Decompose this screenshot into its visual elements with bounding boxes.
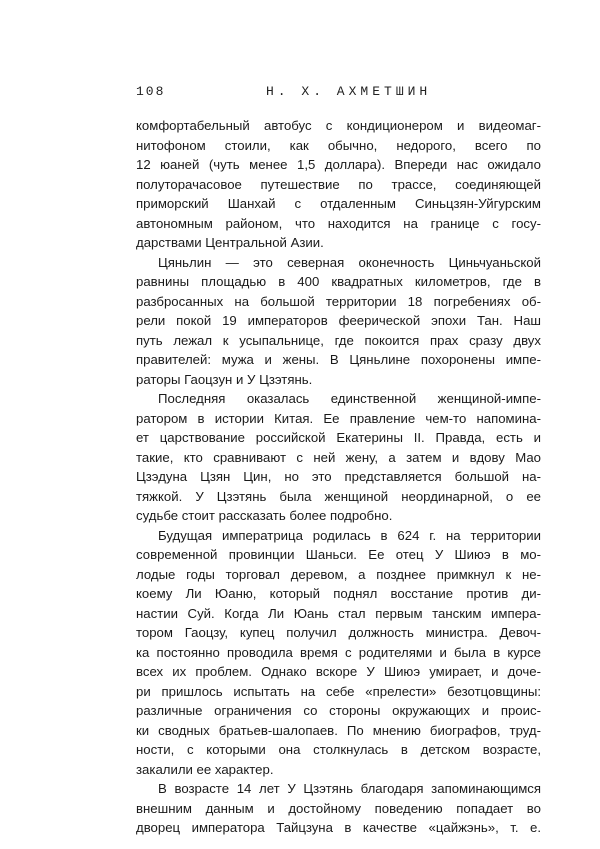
text-line: разбросанных на большой территории 18 погребениях об-: [136, 293, 541, 309]
text-line: ка постоянно проводила время с родителями и была в курсе: [136, 644, 541, 660]
text-line: тяжкой. У Цзэтянь была женщиной неординарной, о ее: [136, 488, 541, 504]
text-line: приморский Шанхай с отдаленным Синьцзян-Уйгурским: [136, 196, 541, 211]
text-line: дворец императора Тайцзуна в качестве «цайжэнь», т. е.: [136, 820, 541, 835]
text-line: коему Ли Юаню, который поднял восстание против ди-: [136, 586, 541, 601]
text-line: путь лежал к усыпальнице, где покоится прах сразу двух: [136, 332, 541, 348]
text-line: судьбе стоит рассказать более подробно.: [136, 508, 393, 523]
text-line: тором Гаоцзу, купец получил должность министра. Девоч-: [136, 625, 541, 640]
text-line: ности, с которыми она столкнулась в детском возрасте,: [136, 742, 541, 757]
text-line: такие, кто сравнивают с ней жену, а затем и вдову Мао: [136, 449, 541, 465]
running-head: [136, 84, 541, 102]
text-line: ки сводных братьев-шалопаев. По мнению биографов, труд-: [136, 722, 541, 738]
text-line: нитофоном стоили, как обычно, недорого, всего по: [136, 137, 541, 153]
text-line: полуторачасовое путешествие по трассе, соединяющей: [136, 176, 541, 192]
text-line: В возрасте 14 лет У Цзэтянь благодаря запоминающимся: [158, 781, 541, 796]
text-line: всех их проблем. Однако вскоре У Шиюэ умирает, и доче-: [136, 664, 541, 679]
text-line: рели покой 19 императоров феерической эпохи Тан. Наш: [136, 313, 541, 328]
text-line: ет царствование российской Екатерины II. Правда, есть и: [136, 430, 541, 445]
text-line: комфортабельный автобус с кондиционером и видеомаг-: [136, 118, 541, 133]
text-line: различные ограничения со стороны окружающих и проис-: [136, 703, 541, 718]
text-line: ратором в истории Китая. Ее правление чем-то напомина-: [136, 410, 541, 426]
text-line: дарствами Центральной Азии.: [136, 235, 324, 250]
text-line: равнины площадью в 400 квадратных километров, где в: [136, 274, 541, 289]
text-line: ри пришлось испытать на себе «прелести» безотцовщины:: [136, 683, 541, 699]
text-line: Последняя оказалась единственной женщиной-импе-: [158, 391, 541, 406]
text-line: раторы Гаоцзун и У Цзэтянь.: [136, 371, 313, 387]
text-line: закалили ее характер.: [136, 761, 274, 777]
text-line: Цзэдуна Цзян Цин, но это представляется большой на-: [136, 469, 541, 484]
text-line: правителей: мужа и жены. В Цяньлине похоронены импе-: [136, 352, 541, 367]
running-head-author: Н. Х. АХМЕТШИН: [266, 84, 432, 99]
text-line: настии Суй. Когда Ли Юань стал первым танским импера-: [136, 605, 541, 621]
page-number: 108: [136, 84, 166, 99]
text-line: автономным районом, что находится на границе с госу-: [136, 215, 541, 231]
text-line: лодые годы торговал деревом, а позднее примкнул к не-: [136, 566, 541, 582]
text-line: современной провинции Шаньси. Ее отец У Шиюэ в мо-: [136, 547, 541, 562]
text-line: внешним данным и достойному поведению попадает во: [136, 800, 541, 816]
body-text: [136, 116, 541, 838]
text-line: Будущая императрица родилась в 624 г. на территории: [158, 527, 541, 543]
text-line: 12 юаней (чуть менее 1,5 доллара). Впереди нас ожидало: [136, 157, 541, 172]
text-line: Цяньлин — это северная оконечность Циньчуаньской: [158, 254, 541, 270]
